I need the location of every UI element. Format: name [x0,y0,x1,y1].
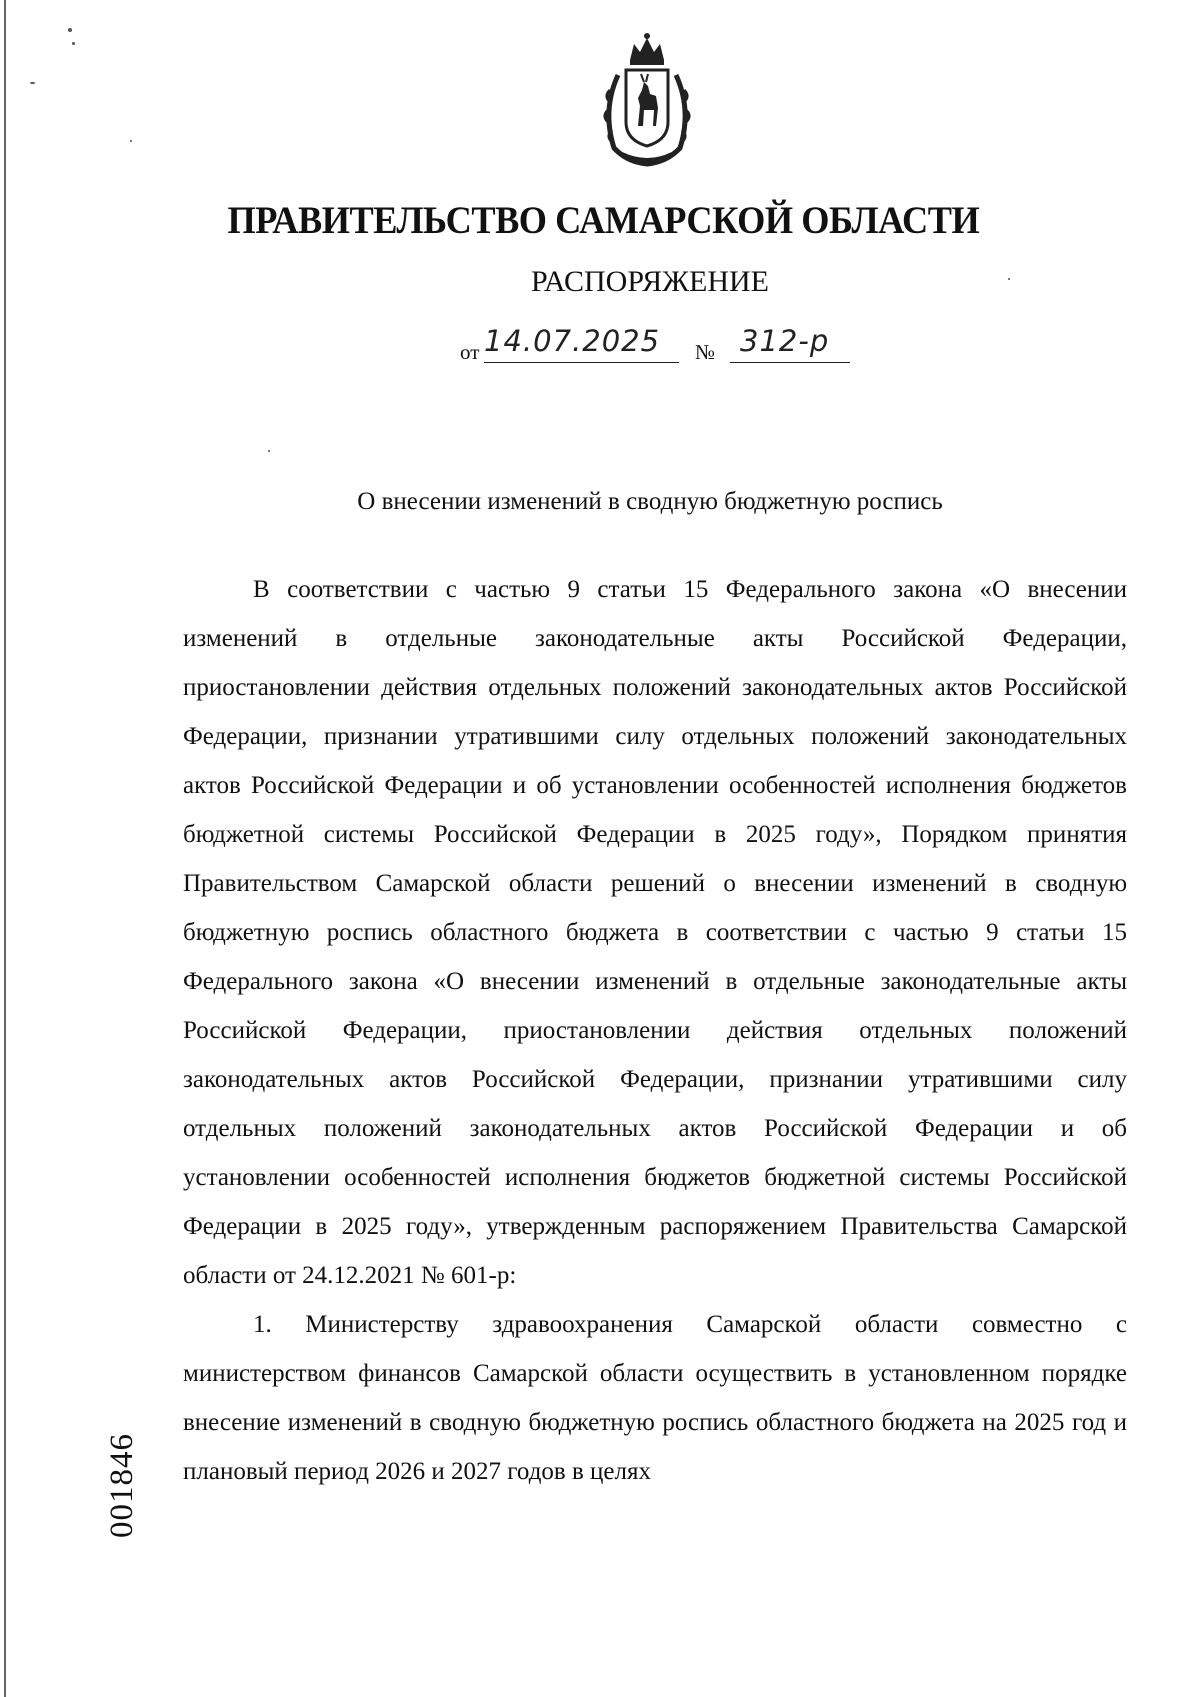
handwritten-date: 14.07.2025 [484,324,661,358]
handwritten-number: 312-р [740,324,830,358]
document-subject: О внесении изменений в сводную бюджетную роспись [357,488,943,515]
body-paragraph-item-1: 1. Министерству здравоохранения Самарской области совместно с министерством финансов Самарской области осуществить в установленном порядке внесение изменений в сводную бюджетную роспись областного бюджета на 2025 год и плановый период 2026 и 2027 годов в целях [183,1311,1127,1485]
date-number-line [460,322,860,370]
number-prefix: № [695,340,716,364]
scan-speck [130,140,132,142]
document-body [183,565,1127,1496]
date-underline [484,362,679,363]
scan-speck [72,42,75,45]
document-type: РАСПОРЯЖЕНИЕ [530,265,770,298]
scan-speck [68,28,72,32]
organization-title: ПРАВИТЕЛЬСТВО САМАРСКОЙ ОБЛАСТИ [227,199,980,242]
body-paragraph-preamble: В соответствии с частью 9 статьи 15 Федерального закона «О внесении изменений в отдельные законодательные акты Российской Федерации, приостановлении действия отдельных положений законодательных актов Российской Федерации, признании утратившими силу отдельных положений законодательных актов Российской Федерации и об установлении особенностей исполнения бюджетов бюджетной системы Российской Федерации в 2025 году», Порядком принятия Правительством Самарской области решений о внесении изменений в сводную бюджетную роспись областного бюджета в соответствии с частью 9 статьи 15 Федерального закона «О внесении изменений в отдельные законодательные акты Российской Федерации, приостановлении действия отдельных положений законодательных актов Российской Федерации, признании утратившими силу отдельных положений законодательных актов Российской Федерации и об установлении особенностей исполнения бюджетов бюджетной системы Российской Федерации в 2025 году», утвержденным распоряжением Правительства Самарской области от 24.12.2021 № 601-р: [183,576,1127,1289]
date-prefix: от [460,340,480,364]
scan-speck [268,450,270,452]
scan-speck [30,82,35,84]
number-underline [730,362,850,363]
scan-edge-line [4,0,6,1697]
serial-number: 001846 [104,1433,140,1538]
samara-coat-of-arms-icon [592,30,702,170]
